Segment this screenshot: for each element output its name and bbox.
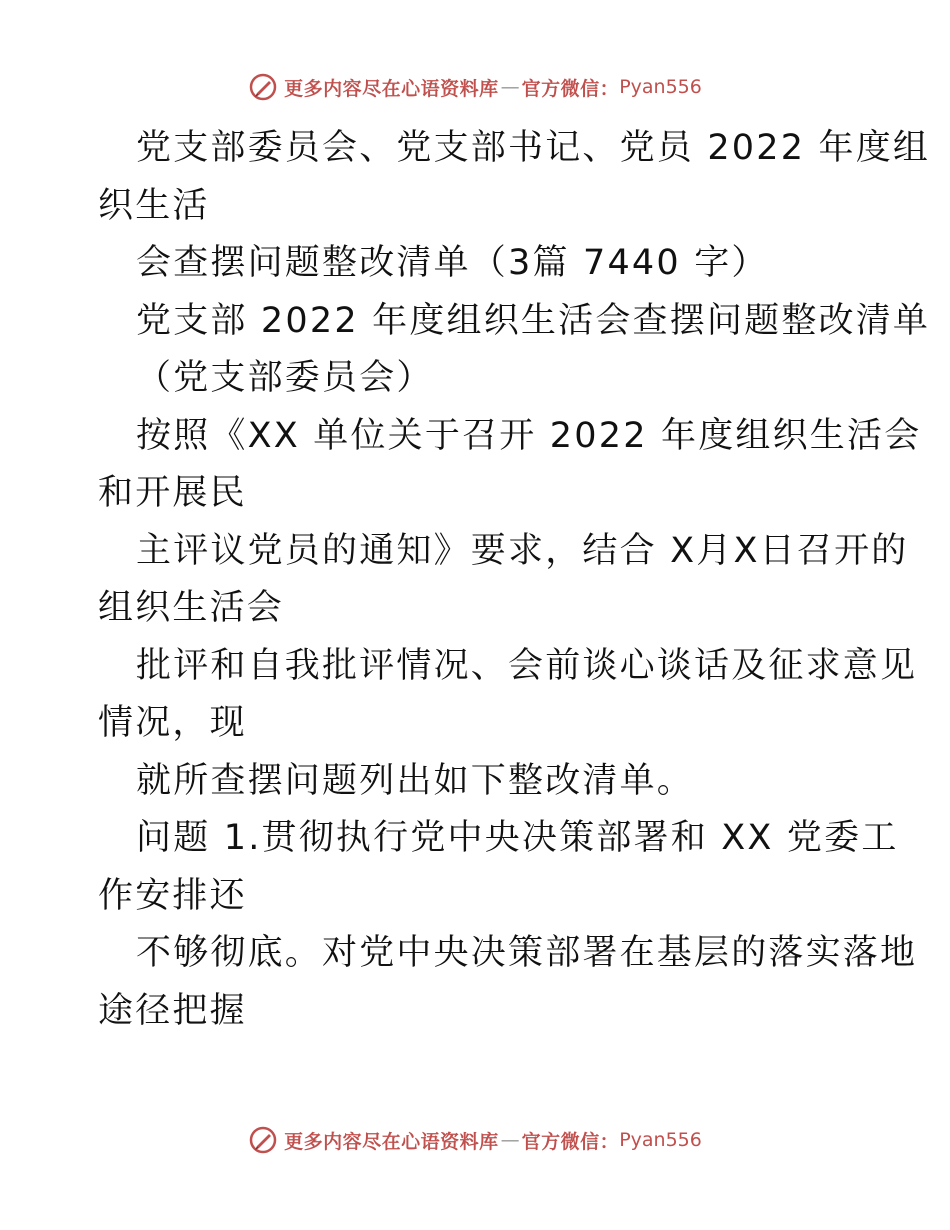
paragraph-line: 主评议党员的通知》要求，结合 X月X日召开的 [136, 530, 909, 571]
watermark-official: 官方微信： [521, 77, 620, 100]
quill-logo-icon [248, 1125, 278, 1155]
paragraph-line: 问题 1.贯彻执行党中央决策部署和 XX 党委工 [136, 818, 899, 858]
paragraph-line: 途径把握 [98, 990, 247, 1031]
document-body [98, 120, 931, 1040]
watermark-official: 官方微信： [521, 1130, 620, 1153]
header-watermark [0, 72, 950, 102]
watermark-brand: 更多内容尽在心语资料库 [284, 77, 499, 100]
paragraph-line: 批评和自我批评情况、会前谈心谈话及征求意见 [136, 645, 918, 686]
watermark-handle: Pyan556 [619, 1129, 702, 1151]
footer-watermark [0, 1125, 950, 1155]
paragraph-line: 组织生活会 [98, 588, 285, 628]
watermark-dash: — [500, 1129, 520, 1151]
paragraph-line: 党支部 2022 年度组织生活会查摆问题整改清单 [136, 300, 931, 341]
watermark-handle: Pyan556 [619, 76, 702, 98]
paragraph-line: 和开展民 [98, 473, 247, 513]
watermark-brand: 更多内容尽在心语资料库 [284, 1130, 499, 1153]
paragraph-line: 织生活 [98, 185, 210, 226]
quill-logo-icon [248, 72, 278, 102]
paragraph-line: 不够彻底。对党中央决策部署在基层的落实落地 [136, 933, 918, 973]
paragraph-line: （党支部委员会） [136, 358, 434, 398]
paragraph-line: 就所查摆问题列出如下整改清单。 [136, 760, 695, 801]
paragraph-line: 按照《XX 单位关于召开 2022 年度组织生活会 [136, 415, 922, 456]
paragraph-line: 作安排还 [98, 875, 247, 916]
paragraph-line: 党支部委员会、党支部书记、党员 2022 年度组 [136, 128, 931, 168]
paragraph-line: 情况，现 [98, 703, 247, 743]
paragraph-line: 会查摆问题整改清单（3篇 7440 字） [136, 243, 769, 283]
watermark-dash: — [500, 76, 520, 98]
